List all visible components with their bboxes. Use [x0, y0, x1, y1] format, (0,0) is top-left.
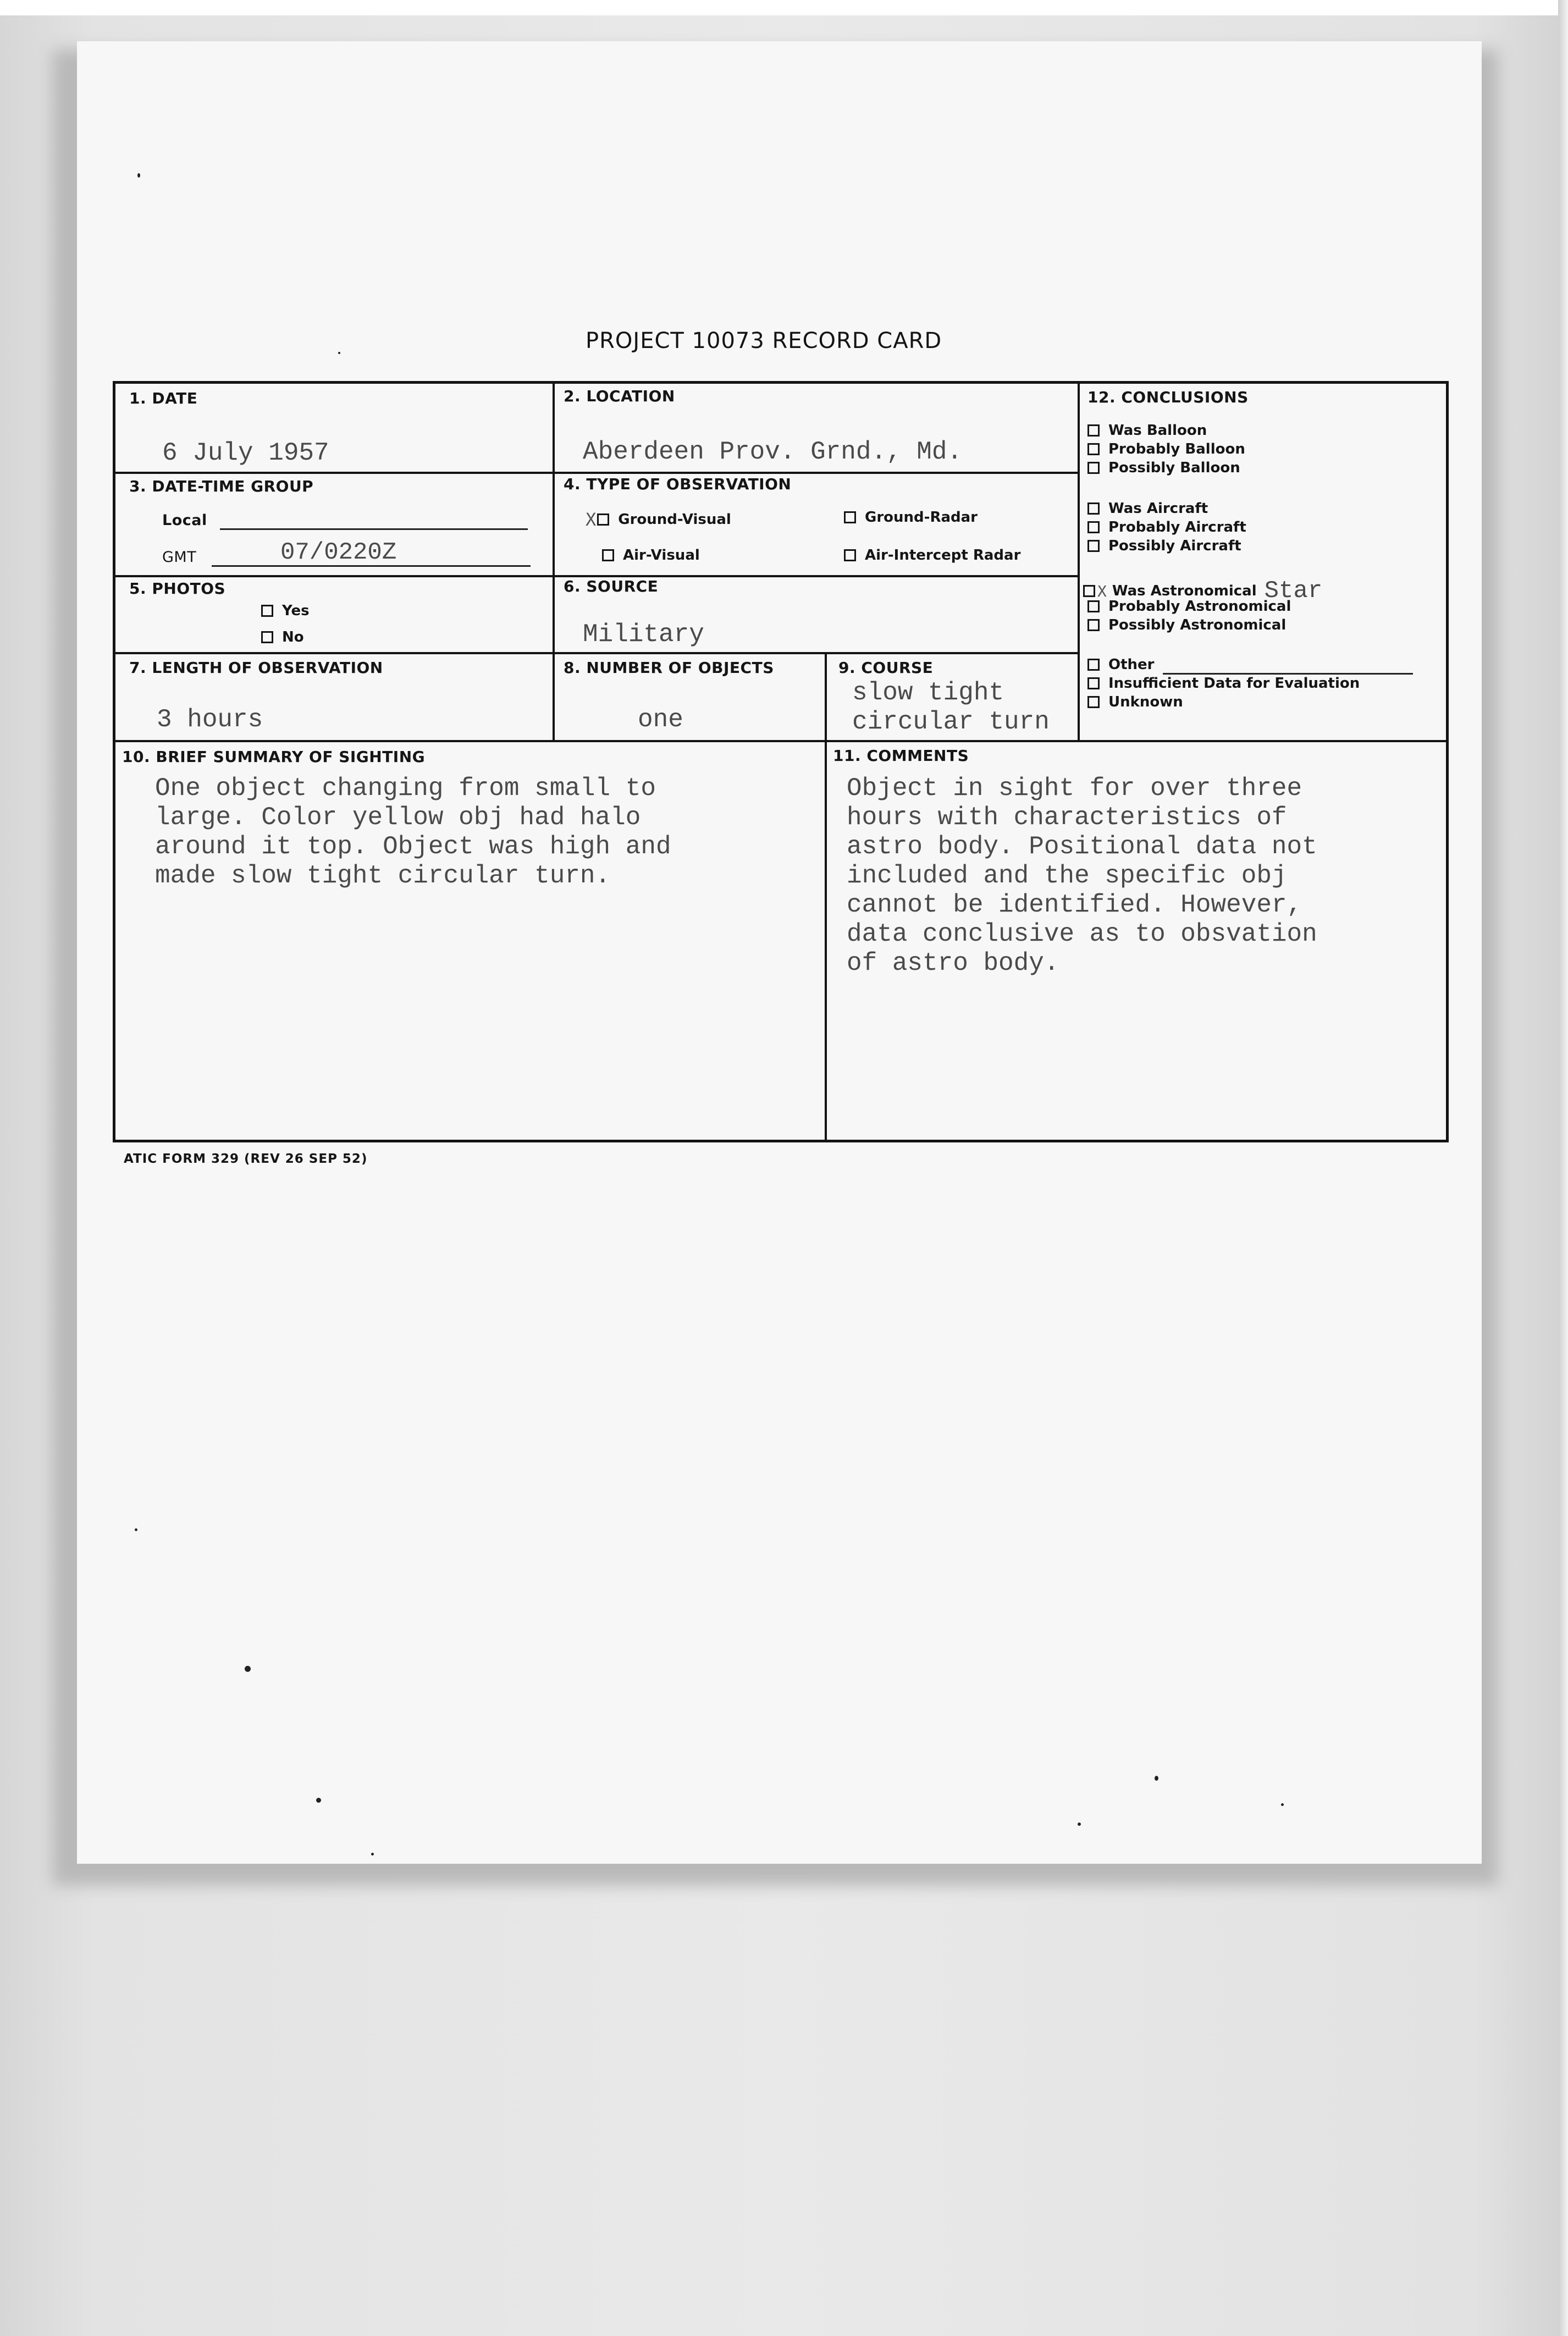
conclusion-label: Possibly Aircraft [1108, 538, 1241, 554]
checkbox-icon[interactable] [602, 549, 614, 561]
conclusion-label: Possibly Balloon [1108, 460, 1240, 476]
photos-no-label: No [282, 629, 304, 645]
length-of-observation-value: 3 hours [157, 705, 263, 734]
conclusion-probably-aircraft[interactable] [1087, 519, 1246, 535]
comments-text [847, 774, 1317, 978]
film-frame-right [1558, 0, 1568, 2336]
comments-line: astro body. Positional data not [847, 832, 1317, 861]
summary-line: around it top. Object was high and [155, 832, 671, 861]
conclusion-label: Was Astronomical [1112, 583, 1257, 599]
checkbox-icon[interactable] [597, 513, 609, 526]
other-underline [1163, 673, 1413, 675]
summary-line: One object changing from small to [155, 774, 656, 803]
dust-speck [338, 352, 340, 354]
conclusion-annotation: Star [1264, 577, 1323, 605]
comments-line: Object in sight for over three [847, 774, 1302, 803]
row-divider-1 [115, 472, 1079, 474]
obs-air-intercept-radar-label: Air-Intercept Radar [865, 547, 1021, 564]
checkbox-icon[interactable] [1087, 443, 1100, 455]
obs-ground-visual-option[interactable] [586, 509, 731, 530]
summary-label: 10. BRIEF SUMMARY OF SIGHTING [122, 748, 426, 766]
row-divider-4 [115, 740, 1446, 742]
location-label: 2. LOCATION [564, 387, 675, 405]
conclusions-label: 12. CONCLUSIONS [1087, 388, 1249, 406]
source-value: Military [583, 620, 704, 649]
checkbox-icon[interactable] [1087, 619, 1100, 631]
local-underline [220, 528, 528, 530]
check-mark: X [1097, 582, 1107, 600]
conclusion-possibly-balloon[interactable] [1087, 460, 1240, 476]
checkbox-icon[interactable] [1087, 696, 1100, 708]
obs-ground-radar-label: Ground-Radar [865, 509, 978, 526]
conclusion-label: Probably Aircraft [1108, 519, 1246, 535]
card-title: PROJECT 10073 RECORD CARD [586, 328, 942, 354]
checkbox-icon[interactable] [1087, 600, 1100, 612]
checkbox-icon[interactable] [1087, 502, 1100, 515]
dust-speck [1155, 1776, 1158, 1781]
checkbox-icon[interactable] [1087, 521, 1100, 533]
summary-line: large. Color yellow obj had halo [155, 803, 641, 832]
checkbox-icon[interactable] [1087, 462, 1100, 474]
conclusion-label: Probably Astronomical [1108, 598, 1291, 615]
col-divider-1 [553, 384, 555, 740]
comments-line: included and the specific obj [847, 861, 1287, 890]
conclusion-label: Was Balloon [1108, 422, 1207, 439]
photos-yes-option[interactable] [261, 603, 310, 619]
summary-text [155, 774, 671, 891]
length-of-observation-label: 7. LENGTH OF OBSERVATION [129, 659, 383, 677]
checkbox-icon[interactable] [1087, 659, 1100, 671]
check-mark: X [586, 509, 597, 530]
date-label: 1. DATE [129, 389, 198, 407]
conclusion-probably-balloon[interactable] [1087, 441, 1245, 457]
gmt-value: 07/0220Z [280, 539, 397, 566]
conclusion-label: Possibly Astronomical [1108, 617, 1287, 633]
location-value: Aberdeen Prov. Grnd., Md. [583, 438, 963, 466]
dust-speck [245, 1666, 251, 1672]
comments-line: of astro body. [847, 949, 1059, 978]
comments-label: 11. COMMENTS [833, 747, 969, 765]
course-line: slow tight [852, 678, 1004, 707]
date-value: 6 July 1957 [162, 439, 329, 467]
source-label: 6. SOURCE [564, 577, 659, 595]
col-divider-2 [1078, 384, 1080, 740]
comments-line: cannot be identified. However, [847, 891, 1302, 919]
conclusion-label: Probably Balloon [1108, 441, 1245, 457]
photos-yes-label: Yes [282, 603, 310, 619]
date-time-group-label: 3. DATE-TIME GROUP [129, 477, 314, 495]
comments-line: hours with characteristics of [847, 803, 1287, 832]
number-of-objects-value: one [638, 705, 683, 734]
dust-speck [135, 1528, 137, 1531]
checkbox-icon[interactable] [261, 605, 273, 617]
dust-speck [316, 1798, 321, 1803]
dust-speck [137, 173, 140, 178]
checkbox-icon[interactable] [844, 511, 856, 523]
conclusion-label: Was Aircraft [1108, 500, 1208, 517]
conclusion-probably-astronomical[interactable] [1087, 598, 1291, 615]
checkbox-icon[interactable] [261, 631, 273, 643]
dust-speck [1078, 1823, 1081, 1826]
conclusion-unknown[interactable] [1087, 694, 1183, 710]
obs-air-visual-label: Air-Visual [623, 547, 700, 564]
comments-line: data conclusive as to obsvation [847, 920, 1317, 948]
conclusion-label: Unknown [1108, 694, 1183, 710]
photos-label: 5. PHOTOS [129, 579, 226, 598]
row-divider-3 [115, 652, 1079, 654]
conclusion-possibly-aircraft[interactable] [1087, 538, 1241, 554]
record-card [113, 381, 1449, 1142]
course-value [852, 678, 1050, 737]
conclusion-label: Other [1108, 656, 1155, 673]
conclusion-was-balloon[interactable] [1087, 422, 1207, 439]
local-label: Local [162, 512, 207, 529]
film-frame-top [0, 0, 1568, 15]
gmt-label: GMT [162, 549, 197, 566]
summary-line: made slow tight circular turn. [155, 861, 611, 890]
conclusion-other[interactable] [1087, 656, 1155, 673]
course-line: circular turn [852, 708, 1050, 736]
checkbox-icon[interactable] [1083, 585, 1095, 597]
col-divider-3 [825, 652, 827, 1140]
dust-speck [1281, 1803, 1284, 1806]
photos-no-option[interactable] [261, 629, 304, 645]
checkbox-icon[interactable] [1087, 677, 1100, 689]
conclusion-insufficient-data[interactable] [1087, 675, 1360, 692]
conclusion-label: Insufficient Data for Evaluation [1108, 675, 1360, 692]
checkbox-icon[interactable] [844, 549, 856, 561]
course-label: 9. COURSE [838, 659, 934, 677]
obs-air-visual-option[interactable] [602, 547, 700, 564]
dust-speck [371, 1853, 374, 1855]
form-id: ATIC FORM 329 (REV 26 SEP 52) [124, 1152, 368, 1166]
type-of-observation-label: 4. TYPE OF OBSERVATION [564, 475, 792, 493]
number-of-objects-label: 8. NUMBER OF OBJECTS [564, 659, 774, 677]
checkbox-icon[interactable] [1087, 424, 1100, 437]
checkbox-icon[interactable] [1087, 540, 1100, 552]
conclusion-possibly-astronomical[interactable] [1087, 617, 1286, 633]
obs-ground-visual-label: Ground-Visual [618, 511, 731, 528]
obs-ground-radar-option[interactable] [844, 509, 978, 526]
obs-air-intercept-radar-option[interactable] [844, 547, 1020, 564]
conclusion-was-aircraft[interactable] [1087, 500, 1208, 517]
